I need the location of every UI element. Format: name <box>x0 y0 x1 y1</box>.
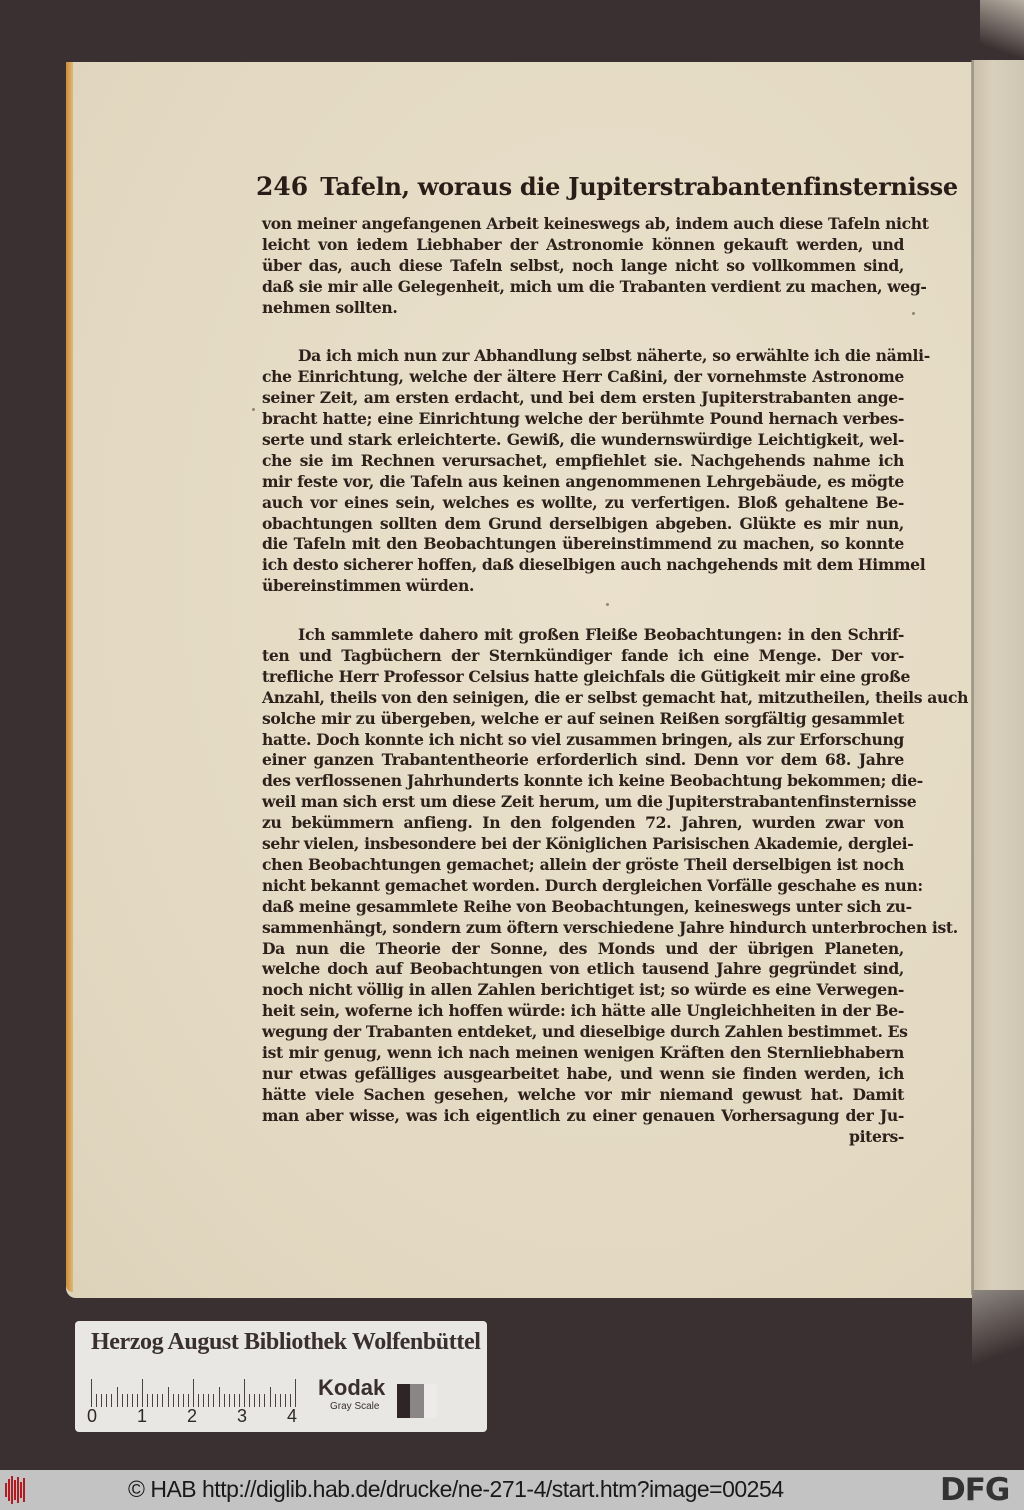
text-line: zu bekümmern anfieng. In den folgenden 72. Jahren, wurden zwar von <box>262 813 904 833</box>
ruler-label: 4 <box>287 1406 298 1426</box>
ruler-tick <box>244 1379 245 1407</box>
paragraph-2 <box>262 346 930 597</box>
text-line: nur etwas gefälliges ausgearbeitet habe, und wenn sie finden werden, ich <box>262 1063 904 1083</box>
color-calibration-card <box>75 1321 487 1432</box>
text-line: weil man sich erst um diese Zeit herum, um die Jupiterstrabantenfinsternisse <box>262 792 917 812</box>
text-line: von meiner angefangenen Arbeit keineswegs ab, indem auch diese Tafeln nicht <box>262 214 929 233</box>
text-line: bracht hatte; eine Einrichtung welche der berühmte Pound hernach verbes- <box>262 409 904 429</box>
ruler-labels <box>87 1406 317 1428</box>
text-line: daß sie mir alle Gelegenheit, mich um die Trabanten verdient zu machen, weg- <box>262 276 927 296</box>
swatch-light <box>424 1384 437 1418</box>
catchword: piters- <box>849 1126 904 1146</box>
paragraph-1 <box>262 214 929 318</box>
swatch-dark <box>397 1384 410 1418</box>
ruler-label: 0 <box>87 1406 98 1426</box>
text-line: noch nicht völlig in allen Zahlen berichtiget ist; so würde es eine Verwegen- <box>262 980 904 1000</box>
text-line: Anzahl, theils von den seinigen, die er selbst gemacht hat, mitzutheilen, theils auch <box>262 687 969 707</box>
text-line: über das, auch diese Tafeln selbst, noch lange nicht so vollkommen sind, <box>262 255 904 275</box>
running-head <box>256 172 958 208</box>
ruler-tick <box>219 1387 220 1407</box>
text-line: chen Beobachtungen gemachet; allein der gröste Theil derselbigen ist noch <box>262 854 904 874</box>
page-speck <box>912 312 915 315</box>
text-line: einer ganzen Trabantentheorie erforderlich sind. Denn vor dem 68. Jahre <box>262 750 904 770</box>
text-line: des verflossenen Jahrhunderts konnte ich keine Beobachtung bekommen; die- <box>262 771 923 791</box>
paragraph-3 <box>262 625 969 1147</box>
footer-copyright-url[interactable]: © HAB http://diglib.hab.de/drucke/ne-271-4/start.htm?image=00254 <box>128 1476 784 1502</box>
text-line: leicht von iedem Liebhaber der Astronomie können gekauft werden, und <box>262 234 904 254</box>
text-line: ten und Tagbüchern der Sternkündiger fande ich eine Menge. Der vor- <box>262 646 904 666</box>
dfg-logo: DFG <box>940 1472 1010 1508</box>
swatch-mid <box>410 1384 423 1418</box>
gray-scale-label: Gray Scale <box>330 1401 380 1412</box>
gutter-line <box>971 60 974 1295</box>
page-edge-foxing <box>66 62 73 1292</box>
library-name: Herzog August Bibliothek Wolfenbüttel <box>91 1329 481 1355</box>
text-line: ich desto sicherer hoffen, daß dieselbigen auch nachgehends mit dem Himmel <box>262 555 926 575</box>
text-line: che sie im Rechnen verursachet, empfiehlet sie. Nachgehends nahme ich <box>262 450 904 470</box>
ruler-tick <box>168 1387 169 1407</box>
text-line: daß meine gesammlete Reihe von Beobachtungen, keineswegs unter sich zu- <box>262 896 912 916</box>
text-line: wegung der Trabanten entdeket, und dieselbige durch Zahlen bestimmet. Es <box>262 1022 908 1042</box>
gray-swatches <box>397 1384 437 1418</box>
text-line: sehr vielen, insbesondere bei der Königlichen Parisischen Akademie, derglei- <box>262 834 914 854</box>
paragraph-gap <box>262 318 904 346</box>
text-line: Ich sammlete dahero mit großen Fleiße Beobachtungen: in den Schrif- <box>298 625 904 645</box>
ruler-label: 2 <box>187 1406 198 1426</box>
ruler-tick <box>270 1387 271 1407</box>
text-line: hatte. Doch konnte ich nicht so viel zusammen bringen, als zur Erforschung <box>262 729 904 749</box>
text-line: Da nun die Theorie der Sonne, des Monds und der übrigen Planeten, <box>262 938 904 958</box>
kodak-logo: Kodak <box>318 1375 386 1400</box>
text-line: seiner Zeit, am ersten erdacht, und bei dem ersten Jupiterstrabanten ange- <box>262 388 904 408</box>
text-line: die Tafeln mit den Beobachtungen übereinstimmend zu machen, so konnte <box>262 534 904 554</box>
text-line: nicht bekannt gemachet worden. Durch dergleichen Vorfälle geschahe es nun: <box>262 875 923 895</box>
ruler-label: 3 <box>237 1406 248 1426</box>
text-line: obachtungen sollten dem Grund derselbigen abgeben. Glükte es mir nun, <box>262 513 904 533</box>
ruler-scale <box>91 1377 299 1407</box>
hab-logo-icon <box>5 1475 25 1505</box>
body-text <box>262 214 969 1147</box>
ruler-tick <box>295 1379 296 1407</box>
text-line: ist mir genug, wenn ich nach meinen wenigen Kräften den Sternliebhabern <box>262 1042 904 1062</box>
text-line: nehmen sollten. <box>262 297 398 317</box>
text-line: hätte viele Sachen gesehen, welche vor mir niemand gewust hat. Damit <box>262 1084 904 1104</box>
text-line: serte und stark erleichterte. Gewiß, die wundernswürdige Leichtigkeit, wel- <box>262 430 904 450</box>
ruler-tick <box>117 1387 118 1407</box>
text-line: solche mir zu übergeben, welche er auf seinen Reißen sorgfältig gesammlet <box>262 708 904 728</box>
text-line: Da ich mich nun zur Abhandlung selbst näherte, so erwählte ich die nämli- <box>298 346 930 366</box>
page-speck <box>252 408 255 411</box>
text-line: übereinstimmen würden. <box>262 576 475 596</box>
ruler-label: 1 <box>137 1406 148 1426</box>
paragraph-gap <box>262 597 904 625</box>
text-line: heit sein, woferne ich hoffen würde: ich hätte alle Ungleichheiten in der Be- <box>262 1001 904 1021</box>
facing-page-edge <box>972 60 1024 1315</box>
text-line: auch vor eines sein, welches es wollte, zu verfertigen. Bloß gehaltene Be- <box>262 492 904 512</box>
text-line: mir feste vor, die Tafeln aus keinen angenommenen Lehrgebäude, es mögte <box>262 471 904 491</box>
text-line: man aber wisse, was ich eigentlich zu einer genauen Vorhersagung der Ju- <box>262 1105 904 1125</box>
ruler-tick <box>91 1379 92 1407</box>
ruler-tick <box>193 1379 194 1407</box>
page-number: 246 <box>256 172 309 201</box>
text-line: trefliche Herr Professor Celsius hatte gleichfals die Gütigkeit mir eine große <box>262 666 911 686</box>
running-head-title: Tafeln, woraus die Jupiterstrabantenfinsternisse <box>320 172 958 201</box>
text-line: welche doch auf Beobachtungen von etlich tausend Jahre gegründet sind, <box>262 959 904 979</box>
text-line: che Einrichtung, welche der ältere Herr Caßini, der vornehmste Astronome <box>262 367 904 387</box>
facing-page-corner-bottom <box>972 1290 1024 1380</box>
text-line: sammenhängt, sondern zum öftern verschiedene Jahre hindurch unterbrochen ist. <box>262 917 958 937</box>
ruler-tick <box>142 1379 143 1407</box>
footer-bar <box>0 1470 1024 1510</box>
